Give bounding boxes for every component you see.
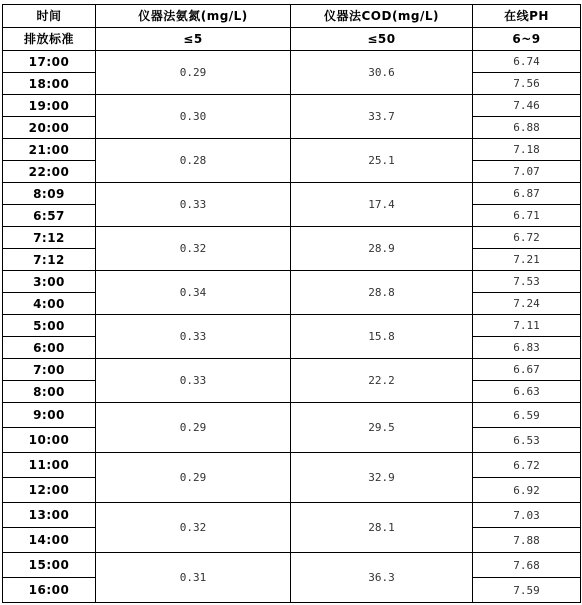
header-ammonia: 仪器法氨氮(mg/L) <box>96 5 291 28</box>
ph-cell: 6.92 <box>473 478 581 503</box>
ammonia-cell: 0.32 <box>96 503 291 553</box>
table-row <box>3 453 581 478</box>
header-time: 时间 <box>3 5 96 28</box>
ph-cell: 6.67 <box>473 359 581 381</box>
table-row <box>3 359 581 381</box>
cod-cell: 28.1 <box>291 503 473 553</box>
cod-cell: 30.6 <box>291 51 473 95</box>
ph-cell: 6.72 <box>473 227 581 249</box>
ph-cell: 7.59 <box>473 578 581 603</box>
ph-cell: 7.46 <box>473 95 581 117</box>
table-row <box>3 227 581 249</box>
ammonia-cell: 0.32 <box>96 227 291 271</box>
standard-label: 排放标准 <box>3 28 96 51</box>
time-cell: 8:09 <box>3 183 96 205</box>
cod-cell: 28.9 <box>291 227 473 271</box>
ammonia-cell: 0.29 <box>96 51 291 95</box>
ammonia-cell: 0.33 <box>96 315 291 359</box>
ammonia-cell: 0.30 <box>96 95 291 139</box>
ammonia-cell: 0.33 <box>96 183 291 227</box>
ph-cell: 6.72 <box>473 453 581 478</box>
time-cell: 3:00 <box>3 271 96 293</box>
cod-cell: 25.1 <box>291 139 473 183</box>
cod-cell: 17.4 <box>291 183 473 227</box>
time-cell: 8:00 <box>3 381 96 403</box>
standard-row <box>3 28 581 51</box>
ammonia-cell: 0.33 <box>96 359 291 403</box>
ph-cell: 7.56 <box>473 73 581 95</box>
ammonia-cell: 0.29 <box>96 403 291 453</box>
time-cell: 14:00 <box>3 528 96 553</box>
time-cell: 16:00 <box>3 578 96 603</box>
ph-cell: 6.63 <box>473 381 581 403</box>
table-row <box>3 315 581 337</box>
cod-cell: 28.8 <box>291 271 473 315</box>
time-cell: 6:57 <box>3 205 96 227</box>
table-row <box>3 183 581 205</box>
cod-cell: 15.8 <box>291 315 473 359</box>
ph-cell: 6.59 <box>473 403 581 428</box>
ph-cell: 6.53 <box>473 428 581 453</box>
ammonia-cell: 0.28 <box>96 139 291 183</box>
cod-cell: 29.5 <box>291 403 473 453</box>
time-cell: 7:00 <box>3 359 96 381</box>
table-body <box>3 5 581 603</box>
table-row <box>3 503 581 528</box>
ph-cell: 6.88 <box>473 117 581 139</box>
header-row <box>3 5 581 28</box>
ph-cell: 7.24 <box>473 293 581 315</box>
cod-cell: 22.2 <box>291 359 473 403</box>
ph-cell: 7.53 <box>473 271 581 293</box>
ph-cell: 6.71 <box>473 205 581 227</box>
ph-cell: 7.18 <box>473 139 581 161</box>
time-cell: 21:00 <box>3 139 96 161</box>
time-cell: 9:00 <box>3 403 96 428</box>
ph-cell: 6.83 <box>473 337 581 359</box>
ph-cell: 7.68 <box>473 553 581 578</box>
header-cod: 仪器法COD(mg/L) <box>291 5 473 28</box>
time-cell: 5:00 <box>3 315 96 337</box>
time-cell: 7:12 <box>3 227 96 249</box>
time-cell: 17:00 <box>3 51 96 73</box>
ph-cell: 6.87 <box>473 183 581 205</box>
time-cell: 20:00 <box>3 117 96 139</box>
time-cell: 4:00 <box>3 293 96 315</box>
ammonia-cell: 0.34 <box>96 271 291 315</box>
ph-cell: 6.74 <box>473 51 581 73</box>
standard-ph: 6~9 <box>473 28 581 51</box>
table-row <box>3 403 581 428</box>
table-row <box>3 553 581 578</box>
cod-cell: 33.7 <box>291 95 473 139</box>
time-cell: 11:00 <box>3 453 96 478</box>
header-ph: 在线PH <box>473 5 581 28</box>
table-row <box>3 271 581 293</box>
table-row <box>3 139 581 161</box>
standard-ammonia: ≤5 <box>96 28 291 51</box>
ph-cell: 7.88 <box>473 528 581 553</box>
table-row <box>3 51 581 73</box>
time-cell: 10:00 <box>3 428 96 453</box>
table-row <box>3 95 581 117</box>
ph-cell: 7.03 <box>473 503 581 528</box>
time-cell: 18:00 <box>3 73 96 95</box>
time-cell: 12:00 <box>3 478 96 503</box>
water-quality-table <box>2 4 581 603</box>
time-cell: 7:12 <box>3 249 96 271</box>
cod-cell: 32.9 <box>291 453 473 503</box>
cod-cell: 36.3 <box>291 553 473 603</box>
time-cell: 19:00 <box>3 95 96 117</box>
ph-cell: 7.11 <box>473 315 581 337</box>
time-cell: 6:00 <box>3 337 96 359</box>
time-cell: 13:00 <box>3 503 96 528</box>
standard-cod: ≤50 <box>291 28 473 51</box>
ph-cell: 7.21 <box>473 249 581 271</box>
time-cell: 22:00 <box>3 161 96 183</box>
ammonia-cell: 0.29 <box>96 453 291 503</box>
ammonia-cell: 0.31 <box>96 553 291 603</box>
time-cell: 15:00 <box>3 553 96 578</box>
ph-cell: 7.07 <box>473 161 581 183</box>
